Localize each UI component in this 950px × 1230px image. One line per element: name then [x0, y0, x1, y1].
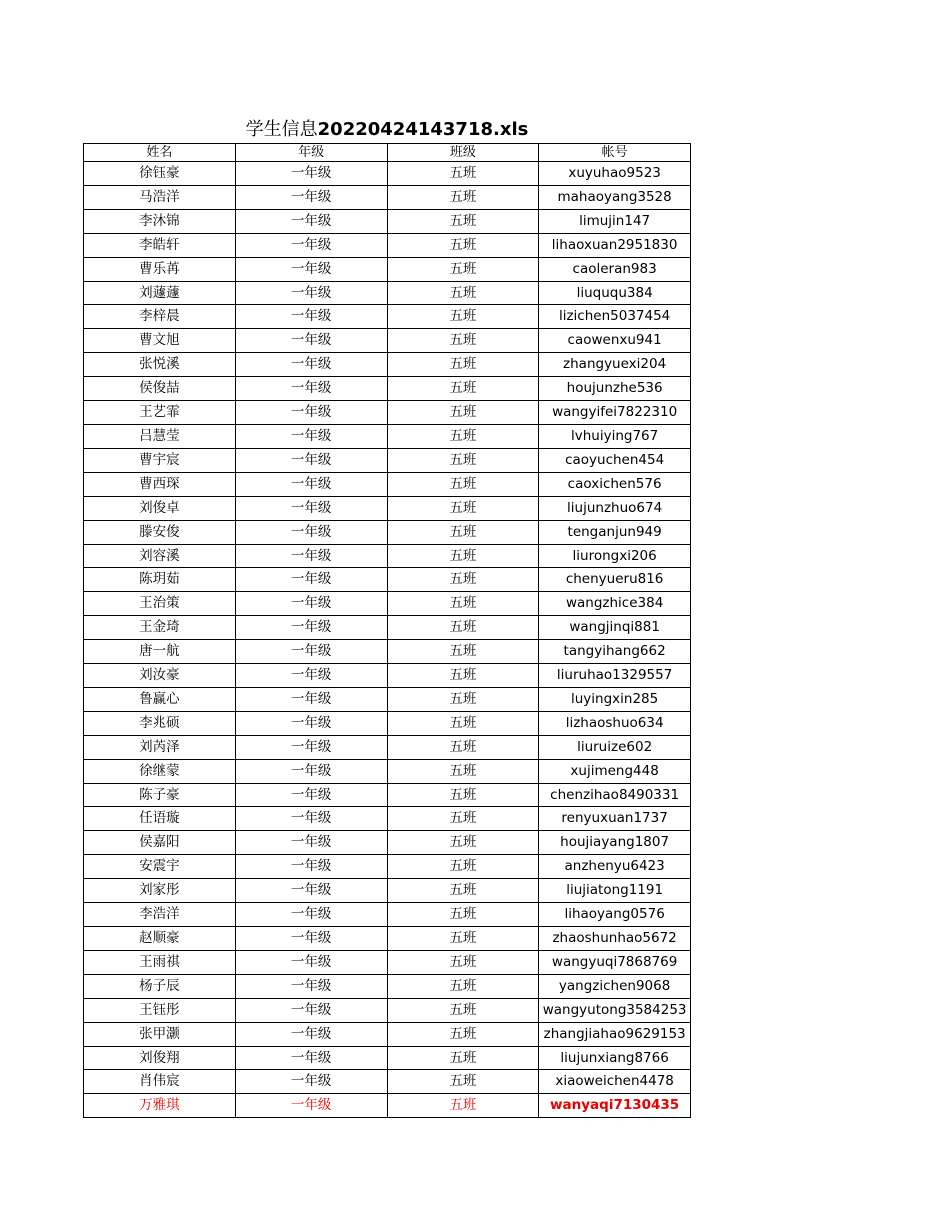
document-title	[84, 118, 690, 142]
cell-account: renyuxuan1737	[539, 807, 691, 831]
cell-class: 五班	[387, 377, 539, 401]
table-row	[84, 855, 691, 879]
table-row	[84, 305, 691, 329]
table-row	[84, 1094, 691, 1118]
table-row	[84, 448, 691, 472]
cell-class: 五班	[387, 353, 539, 377]
table-row	[84, 664, 691, 688]
header-grade: 年级	[235, 144, 387, 162]
cell-name: 侯嘉阳	[84, 831, 236, 855]
header-row	[84, 144, 691, 162]
table-row	[84, 257, 691, 281]
table-row	[84, 544, 691, 568]
cell-class: 五班	[387, 664, 539, 688]
cell-name: 安震宇	[84, 855, 236, 879]
cell-account: liuququ384	[539, 281, 691, 305]
header-class: 班级	[387, 144, 539, 162]
cell-name: 曹文旭	[84, 329, 236, 353]
cell-grade: 一年级	[235, 520, 387, 544]
cell-class: 五班	[387, 496, 539, 520]
cell-class: 五班	[387, 472, 539, 496]
cell-grade: 一年级	[235, 185, 387, 209]
table-row	[84, 377, 691, 401]
cell-account: zhangyuexi204	[539, 353, 691, 377]
cell-account: luyingxin285	[539, 687, 691, 711]
cell-grade: 一年级	[235, 233, 387, 257]
table-row	[84, 998, 691, 1022]
cell-grade: 一年级	[235, 759, 387, 783]
cell-name: 滕安俊	[84, 520, 236, 544]
cell-name: 李兆硕	[84, 711, 236, 735]
table-row	[84, 353, 691, 377]
cell-class: 五班	[387, 927, 539, 951]
cell-name: 鲁赢心	[84, 687, 236, 711]
cell-account: lihaoyang0576	[539, 903, 691, 927]
cell-account: chenzihao8490331	[539, 783, 691, 807]
cell-name: 李沐锦	[84, 209, 236, 233]
table-row	[84, 640, 691, 664]
cell-grade: 一年级	[235, 783, 387, 807]
cell-grade: 一年级	[235, 472, 387, 496]
cell-account: chenyueru816	[539, 568, 691, 592]
cell-account: yangzichen9068	[539, 974, 691, 998]
table-row	[84, 903, 691, 927]
cell-account: wangzhice384	[539, 592, 691, 616]
table-row	[84, 711, 691, 735]
cell-name: 任语璇	[84, 807, 236, 831]
cell-class: 五班	[387, 520, 539, 544]
table-row	[84, 496, 691, 520]
cell-account: caowenxu941	[539, 329, 691, 353]
cell-name: 王钰彤	[84, 998, 236, 1022]
cell-account: caoleran983	[539, 257, 691, 281]
cell-grade: 一年级	[235, 329, 387, 353]
cell-account: caoyuchen454	[539, 448, 691, 472]
cell-grade: 一年级	[235, 353, 387, 377]
cell-class: 五班	[387, 329, 539, 353]
cell-account: wanyaqi7130435	[539, 1094, 691, 1118]
cell-class: 五班	[387, 974, 539, 998]
cell-account: wangyuqi7868769	[539, 950, 691, 974]
cell-name: 徐继蒙	[84, 759, 236, 783]
cell-class: 五班	[387, 281, 539, 305]
cell-grade: 一年级	[235, 401, 387, 425]
cell-grade: 一年级	[235, 257, 387, 281]
cell-name: 陈玥茹	[84, 568, 236, 592]
cell-account: houjunzhe536	[539, 377, 691, 401]
cell-account: wangyifei7822310	[539, 401, 691, 425]
cell-grade: 一年级	[235, 281, 387, 305]
cell-name: 吕慧莹	[84, 424, 236, 448]
cell-class: 五班	[387, 998, 539, 1022]
cell-grade: 一年级	[235, 377, 387, 401]
cell-grade: 一年级	[235, 711, 387, 735]
cell-grade: 一年级	[235, 831, 387, 855]
cell-account: xujimeng448	[539, 759, 691, 783]
cell-account: liujunzhuo674	[539, 496, 691, 520]
cell-name: 刘俊卓	[84, 496, 236, 520]
cell-name: 杨子辰	[84, 974, 236, 998]
cell-grade: 一年级	[235, 305, 387, 329]
cell-account: zhaoshunhao5672	[539, 927, 691, 951]
table-row	[84, 974, 691, 998]
cell-account: lihaoxuan2951830	[539, 233, 691, 257]
cell-grade: 一年级	[235, 496, 387, 520]
cell-class: 五班	[387, 783, 539, 807]
cell-name: 王治策	[84, 592, 236, 616]
cell-class: 五班	[387, 879, 539, 903]
cell-grade: 一年级	[235, 927, 387, 951]
table-row	[84, 185, 691, 209]
cell-class: 五班	[387, 233, 539, 257]
cell-account: tenganjun949	[539, 520, 691, 544]
cell-class: 五班	[387, 257, 539, 281]
cell-account: liuruize602	[539, 735, 691, 759]
cell-account: caoxichen576	[539, 472, 691, 496]
cell-grade: 一年级	[235, 592, 387, 616]
cell-class: 五班	[387, 1070, 539, 1094]
table-row	[84, 592, 691, 616]
cell-class: 五班	[387, 807, 539, 831]
cell-name: 肖伟宸	[84, 1070, 236, 1094]
cell-name: 张悦溪	[84, 353, 236, 377]
cell-class: 五班	[387, 568, 539, 592]
cell-class: 五班	[387, 401, 539, 425]
cell-name: 刘家彤	[84, 879, 236, 903]
cell-account: liurongxi206	[539, 544, 691, 568]
cell-class: 五班	[387, 209, 539, 233]
table-row	[84, 807, 691, 831]
cell-account: liujunxiang8766	[539, 1046, 691, 1070]
cell-name: 侯俊喆	[84, 377, 236, 401]
cell-grade: 一年级	[235, 544, 387, 568]
table-row	[84, 162, 691, 186]
cell-grade: 一年级	[235, 903, 387, 927]
cell-name: 刘汝豪	[84, 664, 236, 688]
cell-grade: 一年级	[235, 1070, 387, 1094]
cell-account: liuruhao1329557	[539, 664, 691, 688]
table-row	[84, 1046, 691, 1070]
cell-class: 五班	[387, 616, 539, 640]
table-row	[84, 759, 691, 783]
table-row	[84, 424, 691, 448]
cell-grade: 一年级	[235, 616, 387, 640]
cell-account: tangyihang662	[539, 640, 691, 664]
cell-class: 五班	[387, 1022, 539, 1046]
cell-account: lizhaoshuo634	[539, 711, 691, 735]
cell-grade: 一年级	[235, 664, 387, 688]
table-body	[84, 162, 691, 1118]
table-row	[84, 616, 691, 640]
cell-name: 王艺霏	[84, 401, 236, 425]
cell-grade: 一年级	[235, 735, 387, 759]
table-row	[84, 927, 691, 951]
title-filename: 20220424143718.xls	[317, 119, 529, 140]
cell-class: 五班	[387, 162, 539, 186]
table-row	[84, 233, 691, 257]
cell-grade: 一年级	[235, 1046, 387, 1070]
cell-name: 刘蘧蘧	[84, 281, 236, 305]
cell-account: zhangjiahao9629153	[539, 1022, 691, 1046]
cell-grade: 一年级	[235, 807, 387, 831]
cell-account: lizichen5037454	[539, 305, 691, 329]
cell-class: 五班	[387, 855, 539, 879]
table-row	[84, 879, 691, 903]
cell-name: 曹乐苒	[84, 257, 236, 281]
cell-account: xuyuhao9523	[539, 162, 691, 186]
student-table	[83, 143, 691, 1118]
title-text: 学生信息	[245, 119, 318, 140]
cell-class: 五班	[387, 735, 539, 759]
cell-name: 刘俊翔	[84, 1046, 236, 1070]
header-name: 姓名	[84, 144, 236, 162]
cell-account: liujiatong1191	[539, 879, 691, 903]
cell-name: 曹宇宸	[84, 448, 236, 472]
cell-grade: 一年级	[235, 424, 387, 448]
cell-class: 五班	[387, 305, 539, 329]
cell-name: 赵顺豪	[84, 927, 236, 951]
cell-class: 五班	[387, 831, 539, 855]
cell-class: 五班	[387, 448, 539, 472]
table-row	[84, 950, 691, 974]
table-row	[84, 520, 691, 544]
cell-grade: 一年级	[235, 209, 387, 233]
table-row	[84, 329, 691, 353]
cell-name: 李梓晨	[84, 305, 236, 329]
cell-class: 五班	[387, 1046, 539, 1070]
table-row	[84, 568, 691, 592]
cell-account: mahaoyang3528	[539, 185, 691, 209]
table-row	[84, 831, 691, 855]
cell-account: anzhenyu6423	[539, 855, 691, 879]
cell-name: 陈子豪	[84, 783, 236, 807]
table-row	[84, 783, 691, 807]
cell-grade: 一年级	[235, 1022, 387, 1046]
cell-account: wangyutong3584253	[539, 998, 691, 1022]
cell-class: 五班	[387, 687, 539, 711]
header-account: 帐号	[539, 144, 691, 162]
cell-account: xiaoweichen4478	[539, 1070, 691, 1094]
cell-name: 唐一航	[84, 640, 236, 664]
cell-grade: 一年级	[235, 640, 387, 664]
table-row	[84, 735, 691, 759]
cell-grade: 一年级	[235, 974, 387, 998]
cell-class: 五班	[387, 544, 539, 568]
cell-account: houjiayang1807	[539, 831, 691, 855]
cell-name: 曹西琛	[84, 472, 236, 496]
cell-account: limujin147	[539, 209, 691, 233]
table-row	[84, 281, 691, 305]
cell-grade: 一年级	[235, 998, 387, 1022]
cell-grade: 一年级	[235, 879, 387, 903]
cell-class: 五班	[387, 759, 539, 783]
cell-grade: 一年级	[235, 950, 387, 974]
cell-grade: 一年级	[235, 448, 387, 472]
cell-name: 徐钰豪	[84, 162, 236, 186]
cell-name: 张甲灏	[84, 1022, 236, 1046]
cell-name: 刘芮泽	[84, 735, 236, 759]
cell-account: wangjinqi881	[539, 616, 691, 640]
table-row	[84, 401, 691, 425]
cell-class: 五班	[387, 950, 539, 974]
table-row	[84, 472, 691, 496]
cell-name: 王雨祺	[84, 950, 236, 974]
cell-name: 万雅琪	[84, 1094, 236, 1118]
cell-class: 五班	[387, 903, 539, 927]
cell-name: 李浩洋	[84, 903, 236, 927]
cell-grade: 一年级	[235, 568, 387, 592]
table-row	[84, 687, 691, 711]
cell-grade: 一年级	[235, 1094, 387, 1118]
cell-grade: 一年级	[235, 162, 387, 186]
cell-account: lvhuiying767	[539, 424, 691, 448]
cell-name: 王金琦	[84, 616, 236, 640]
cell-class: 五班	[387, 424, 539, 448]
table-row	[84, 1022, 691, 1046]
cell-name: 马浩洋	[84, 185, 236, 209]
table-row	[84, 209, 691, 233]
cell-class: 五班	[387, 711, 539, 735]
cell-class: 五班	[387, 185, 539, 209]
cell-class: 五班	[387, 640, 539, 664]
cell-class: 五班	[387, 1094, 539, 1118]
table-row	[84, 1070, 691, 1094]
cell-grade: 一年级	[235, 687, 387, 711]
cell-name: 刘容溪	[84, 544, 236, 568]
cell-grade: 一年级	[235, 855, 387, 879]
cell-class: 五班	[387, 592, 539, 616]
cell-name: 李皓轩	[84, 233, 236, 257]
